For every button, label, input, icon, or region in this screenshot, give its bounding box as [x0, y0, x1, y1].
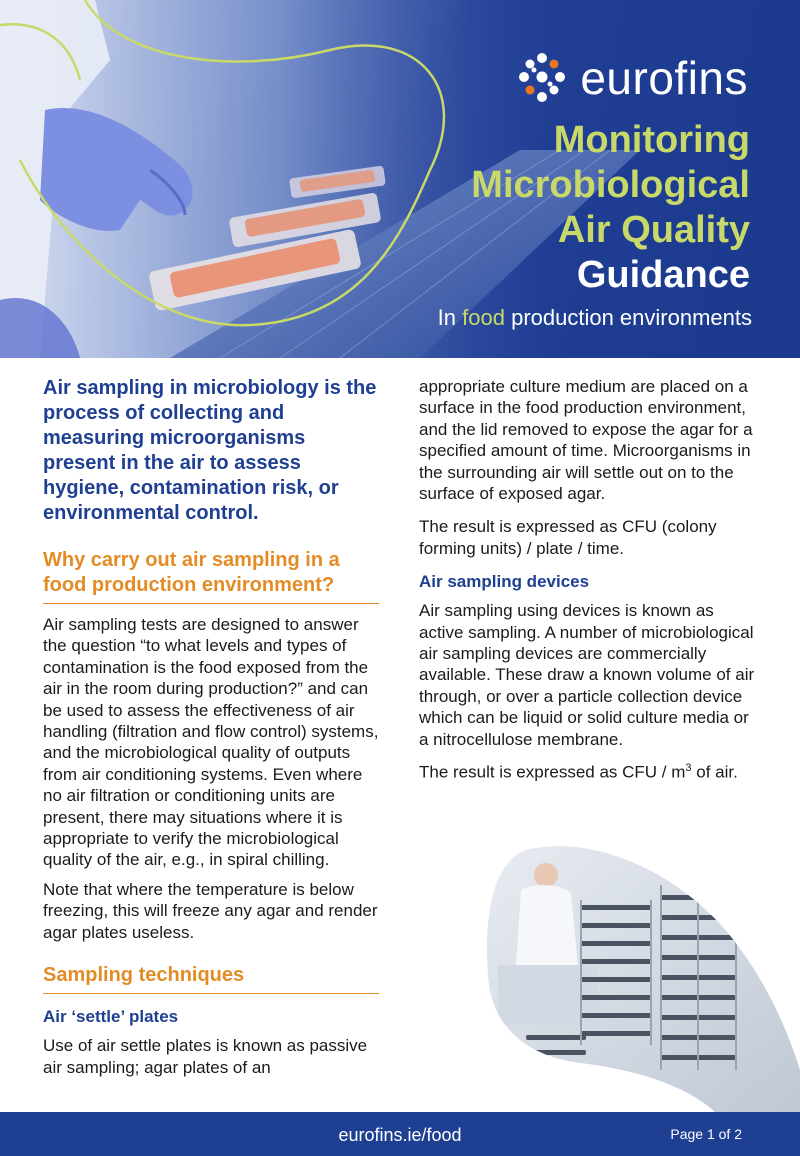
title-line: Air Quality [557, 209, 750, 251]
sampling-techniques-heading: Sampling techniques [43, 963, 379, 994]
title-line: Monitoring [553, 119, 750, 161]
document-subtitle [438, 305, 752, 331]
subtitle-prefix: In [437, 305, 463, 330]
why-paragraph-1: Air sampling tests are designed to answer the question “to what levels and types of contamination is the food exposed from the air in the room during production?” and can be used to assess the effectiveness of air handling (filtration and flow control) systems, and the microbiological quality of outputs from air conditioning systems. Even where no air filtration or conditioning units are present, there may situations where it is appropriate to verify the microbiological quality of the air, e.g., in spiral chilling. [43, 615, 379, 870]
right-column [419, 376, 759, 791]
settle-paragraph-start: Use of air settle plates is known as passive air sampling; agar plates of an [43, 1036, 368, 1077]
subtitle-accent: food [462, 305, 505, 330]
eurofins-dots-icon [514, 50, 570, 106]
left-column [43, 376, 379, 1086]
why-paragraph-2: Note that where the temperature is below freezing, this will freeze any agar and render agar plates useless. [43, 879, 378, 942]
subtitle-suffix: production environments [504, 305, 752, 330]
devices-heading: Air sampling devices [419, 572, 590, 592]
page-number: Page 1 of 2 [670, 1126, 742, 1142]
footer-website-link[interactable]: eurofins.ie/food [338, 1125, 462, 1145]
footer-bar [0, 1112, 800, 1156]
title-line: Microbiological [471, 164, 750, 206]
devices-result-suffix: of air. [691, 762, 738, 782]
laboratory-photo [486, 845, 800, 1113]
eurofins-logo[interactable] [514, 50, 748, 106]
why-heading: Why carry out air sampling in a food production environment? [43, 548, 379, 604]
header-banner [0, 0, 800, 358]
title-guidance: Guidance [576, 254, 750, 296]
brand-name: eurofins [580, 52, 748, 104]
devices-result-sup: 3 [685, 762, 692, 775]
lead-paragraph: Air sampling in microbiology is the process of collecting and measuring microorganisms present in the air to assess hygiene, contamination risk, or environmental control. [43, 377, 377, 524]
devices-result-prefix: The result is expressed as CFU / m [419, 762, 686, 782]
document-title [471, 118, 750, 298]
settle-result: The result is expressed as CFU (colony forming units) / plate / time. [419, 517, 717, 558]
settle-paragraph-continued: appropriate culture medium are placed on a surface in the food production environment, and the lid removed to expose the agar for a specified amount of time. Microorganisms in the surrounding air will settle out on to the surface of exposed agar. [419, 377, 753, 504]
devices-paragraph: Air sampling using devices is known as active sampling. A number of microbiological air sampling devices are commercially available. These draw a known volume of air through, or over a particle collection device which can be liquid or solid culture media or a nitrocellulose membrane. [419, 601, 755, 749]
settle-plates-heading: Air ‘settle’ plates [43, 1007, 179, 1027]
devices-result [419, 758, 759, 783]
